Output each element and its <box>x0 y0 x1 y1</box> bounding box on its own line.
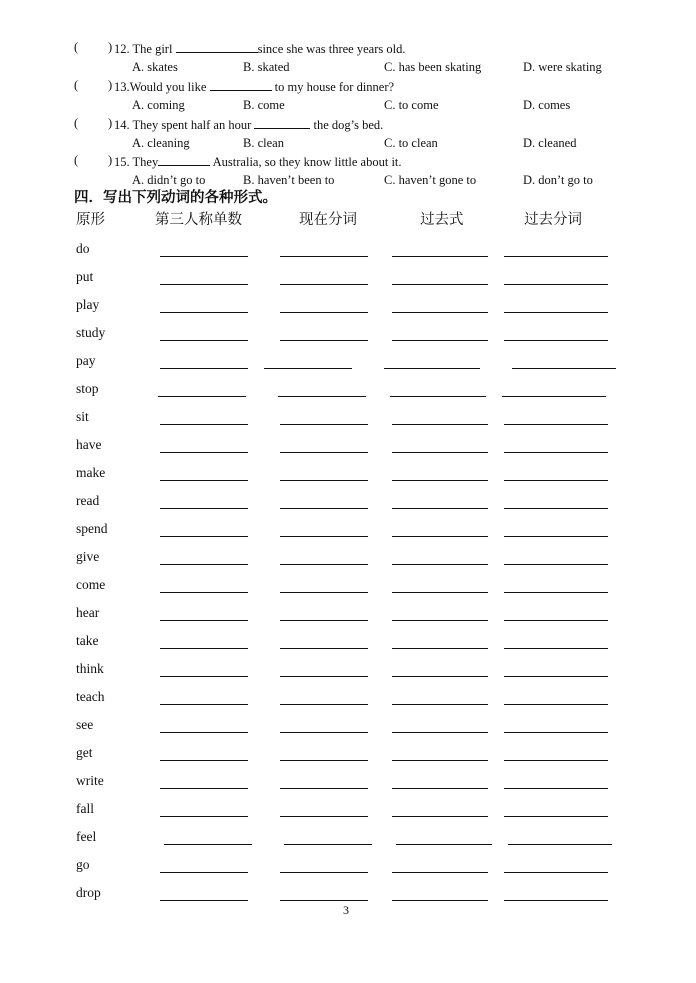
present-participle-blank[interactable] <box>280 816 368 817</box>
present-participle-blank[interactable] <box>280 760 368 761</box>
past-participle-blank[interactable] <box>508 844 612 845</box>
verb-base-form: do <box>76 241 90 256</box>
verb-row <box>0 745 696 765</box>
page-number: 3 <box>343 903 349 917</box>
past-participle-blank[interactable] <box>504 648 608 649</box>
option-c: C. haven’t gone to <box>384 173 477 187</box>
answer-paren-open: ( <box>74 116 79 130</box>
question-15 <box>74 153 634 173</box>
verb-base-form: play <box>76 297 100 312</box>
third-person-blank[interactable] <box>160 424 248 425</box>
third-person-blank[interactable] <box>160 564 248 565</box>
question-stem <box>114 40 405 57</box>
third-person-blank[interactable] <box>160 284 248 285</box>
third-person-blank[interactable] <box>160 368 248 369</box>
past-participle-blank[interactable] <box>504 620 608 621</box>
verb-row <box>0 465 696 485</box>
present-participle-blank[interactable] <box>280 676 368 677</box>
past-tense-blank[interactable] <box>392 312 488 313</box>
past-participle-blank[interactable] <box>504 508 608 509</box>
verb-base-form: come <box>76 577 106 592</box>
verb-row <box>0 437 696 457</box>
verb-row <box>0 381 696 401</box>
past-tense-blank[interactable] <box>384 368 480 369</box>
answer-paren-open: ( <box>74 40 79 54</box>
present-participle-blank[interactable] <box>280 732 368 733</box>
verb-base-form: study <box>76 325 106 340</box>
option-b: B. come <box>243 98 285 112</box>
present-participle-blank[interactable] <box>280 424 368 425</box>
present-participle-blank[interactable] <box>264 368 352 369</box>
past-tense-blank[interactable] <box>392 704 488 705</box>
question-text-after-blank: Australia, so they know little about it. <box>210 155 402 169</box>
answer-paren-close: ) <box>108 40 113 54</box>
third-person-blank[interactable] <box>160 536 248 537</box>
verb-base-form: think <box>76 661 104 676</box>
past-participle-blank[interactable] <box>504 536 608 537</box>
past-tense-blank[interactable] <box>392 536 488 537</box>
past-participle-blank[interactable] <box>504 480 608 481</box>
options-row <box>0 136 600 154</box>
verb-row <box>0 297 696 317</box>
verb-row <box>0 605 696 625</box>
verb-base-form: teach <box>76 689 105 704</box>
third-person-blank[interactable] <box>164 844 252 845</box>
header-past-participle: 过去分词 <box>524 212 582 228</box>
present-participle-blank[interactable] <box>280 284 368 285</box>
option-d: D. comes <box>523 98 571 112</box>
third-person-blank[interactable] <box>160 676 248 677</box>
past-tense-blank[interactable] <box>392 424 488 425</box>
option-a: A. didn’t go to <box>132 173 206 187</box>
third-person-blank[interactable] <box>160 732 248 733</box>
present-participle-blank[interactable] <box>280 312 368 313</box>
option-c: C. to clean <box>384 136 438 150</box>
third-person-blank[interactable] <box>160 508 248 509</box>
verb-base-form: hear <box>76 605 100 620</box>
verb-row <box>0 353 696 373</box>
third-person-blank[interactable] <box>160 900 248 901</box>
present-participle-blank[interactable] <box>278 396 366 397</box>
past-tense-blank[interactable] <box>392 340 488 341</box>
verb-base-form: make <box>76 465 106 480</box>
option-d: D. don’t go to <box>523 173 593 187</box>
past-tense-blank[interactable] <box>392 900 488 901</box>
past-tense-blank[interactable] <box>392 480 488 481</box>
option-a: A. coming <box>132 98 185 112</box>
past-tense-blank[interactable] <box>392 732 488 733</box>
answer-paren-open: ( <box>74 153 79 167</box>
past-tense-blank[interactable] <box>392 872 488 873</box>
question-stem <box>114 116 383 133</box>
section-title: 四．写出下列动词的各种形式。 <box>74 190 277 206</box>
past-tense-blank[interactable] <box>392 620 488 621</box>
third-person-blank[interactable] <box>160 704 248 705</box>
present-participle-blank[interactable] <box>280 564 368 565</box>
third-person-blank[interactable] <box>160 872 248 873</box>
past-participle-blank[interactable] <box>504 592 608 593</box>
header-present-participle: 现在分词 <box>299 212 357 228</box>
verb-row <box>0 241 696 261</box>
past-tense-blank[interactable] <box>392 760 488 761</box>
option-b: B. skated <box>243 60 290 74</box>
options-row <box>0 98 600 116</box>
past-participle-blank[interactable] <box>504 704 608 705</box>
verb-base-form: fall <box>76 801 94 816</box>
verb-base-form: take <box>76 633 99 648</box>
verb-row <box>0 829 696 849</box>
verb-base-form: spend <box>76 521 108 536</box>
question-text-before-blank: 13.Would you like <box>114 80 210 94</box>
past-participle-blank[interactable] <box>504 312 608 313</box>
verb-base-form: stop <box>76 381 99 396</box>
verb-base-form: have <box>76 437 102 452</box>
third-person-blank[interactable] <box>160 788 248 789</box>
verb-row <box>0 661 696 681</box>
verb-row <box>0 577 696 597</box>
option-d: D. were skating <box>523 60 602 74</box>
question-stem <box>114 153 402 170</box>
present-participle-blank[interactable] <box>280 620 368 621</box>
past-tense-blank[interactable] <box>392 564 488 565</box>
verb-base-form: put <box>76 269 94 284</box>
past-tense-blank[interactable] <box>392 284 488 285</box>
verb-base-form: get <box>76 745 93 760</box>
question-stem <box>114 78 394 95</box>
option-d: D. cleaned <box>523 136 577 150</box>
past-participle-blank[interactable] <box>504 732 608 733</box>
verb-row <box>0 325 696 345</box>
third-person-blank[interactable] <box>158 396 246 397</box>
past-participle-blank[interactable] <box>504 676 608 677</box>
verb-base-form: write <box>76 773 104 788</box>
verb-row <box>0 689 696 709</box>
present-participle-blank[interactable] <box>280 872 368 873</box>
past-participle-blank[interactable] <box>504 872 608 873</box>
answer-paren-open: ( <box>74 78 79 92</box>
verb-row <box>0 773 696 793</box>
present-participle-blank[interactable] <box>280 648 368 649</box>
option-b: B. haven’t been to <box>243 173 335 187</box>
verb-row <box>0 885 696 905</box>
third-person-blank[interactable] <box>160 480 248 481</box>
answer-blank[interactable] <box>176 40 258 53</box>
present-participle-blank[interactable] <box>280 536 368 537</box>
third-person-blank[interactable] <box>160 592 248 593</box>
past-participle-blank[interactable] <box>504 788 608 789</box>
option-c: C. to come <box>384 98 439 112</box>
verb-row <box>0 633 696 653</box>
past-participle-blank[interactable] <box>504 256 608 257</box>
verb-row <box>0 409 696 429</box>
verb-base-form: read <box>76 493 100 508</box>
past-participle-blank[interactable] <box>504 816 608 817</box>
third-person-blank[interactable] <box>160 452 248 453</box>
third-person-blank[interactable] <box>160 340 248 341</box>
answer-blank[interactable] <box>254 116 310 129</box>
present-participle-blank[interactable] <box>280 480 368 481</box>
verb-base-form: drop <box>76 885 101 900</box>
past-participle-blank[interactable] <box>504 564 608 565</box>
present-participle-blank[interactable] <box>280 256 368 257</box>
past-participle-blank[interactable] <box>504 424 608 425</box>
present-participle-blank[interactable] <box>280 508 368 509</box>
answer-paren-close: ) <box>108 116 113 130</box>
past-tense-blank[interactable] <box>392 592 488 593</box>
past-tense-blank[interactable] <box>392 788 488 789</box>
question-text-before-blank: 12. The girl <box>114 42 176 56</box>
verb-row <box>0 857 696 877</box>
verb-row <box>0 801 696 821</box>
verb-row <box>0 269 696 289</box>
present-participle-blank[interactable] <box>280 788 368 789</box>
question-text-before-blank: 14. They spent half an hour <box>114 118 255 132</box>
past-participle-blank[interactable] <box>512 368 616 369</box>
question-text-after-blank: to my house for dinner? <box>271 80 395 94</box>
verb-base-form: feel <box>76 829 97 844</box>
past-participle-blank[interactable] <box>504 284 608 285</box>
past-participle-blank[interactable] <box>504 900 608 901</box>
past-participle-blank[interactable] <box>502 396 606 397</box>
verb-base-form: sit <box>76 409 89 424</box>
header-base-form: 原形 <box>76 212 105 228</box>
question-text-after-blank: the dog’s bed. <box>310 118 384 132</box>
answer-paren-close: ) <box>108 78 113 92</box>
present-participle-blank[interactable] <box>280 592 368 593</box>
header-third-person: 第三人称单数 <box>155 212 242 228</box>
past-tense-blank[interactable] <box>392 676 488 677</box>
present-participle-blank[interactable] <box>280 452 368 453</box>
option-a: A. skates <box>132 60 178 74</box>
present-participle-blank[interactable] <box>284 844 372 845</box>
answer-paren-close: ) <box>108 153 113 167</box>
question-12 <box>74 40 634 60</box>
option-b: B. clean <box>243 136 284 150</box>
past-tense-blank[interactable] <box>392 816 488 817</box>
answer-blank[interactable] <box>210 78 272 91</box>
question-text-before-blank: 15. They <box>114 155 159 169</box>
verb-row <box>0 493 696 513</box>
question-text-after-blank: since she was three years old. <box>257 42 406 56</box>
present-participle-blank[interactable] <box>280 704 368 705</box>
header-past-tense: 过去式 <box>420 212 464 228</box>
third-person-blank[interactable] <box>160 648 248 649</box>
verb-row <box>0 521 696 541</box>
third-person-blank[interactable] <box>160 816 248 817</box>
past-participle-blank[interactable] <box>504 340 608 341</box>
question-14 <box>74 116 634 136</box>
question-13 <box>74 78 634 98</box>
answer-blank[interactable] <box>158 153 210 166</box>
third-person-blank[interactable] <box>160 620 248 621</box>
past-tense-blank[interactable] <box>392 452 488 453</box>
past-participle-blank[interactable] <box>504 760 608 761</box>
past-tense-blank[interactable] <box>392 256 488 257</box>
verb-base-form: see <box>76 717 94 732</box>
verb-row <box>0 549 696 569</box>
past-tense-blank[interactable] <box>392 648 488 649</box>
options-row <box>0 60 600 78</box>
verb-base-form: go <box>76 857 90 872</box>
past-tense-blank[interactable] <box>392 508 488 509</box>
verb-base-form: pay <box>76 353 96 368</box>
past-tense-blank[interactable] <box>390 396 486 397</box>
verb-base-form: give <box>76 549 100 564</box>
verb-row <box>0 717 696 737</box>
third-person-blank[interactable] <box>160 760 248 761</box>
option-a: A. cleaning <box>132 136 190 150</box>
present-participle-blank[interactable] <box>280 340 368 341</box>
third-person-blank[interactable] <box>160 312 248 313</box>
present-participle-blank[interactable] <box>280 900 368 901</box>
third-person-blank[interactable] <box>160 256 248 257</box>
option-c: C. has been skating <box>384 60 482 74</box>
past-tense-blank[interactable] <box>396 844 492 845</box>
past-participle-blank[interactable] <box>504 452 608 453</box>
